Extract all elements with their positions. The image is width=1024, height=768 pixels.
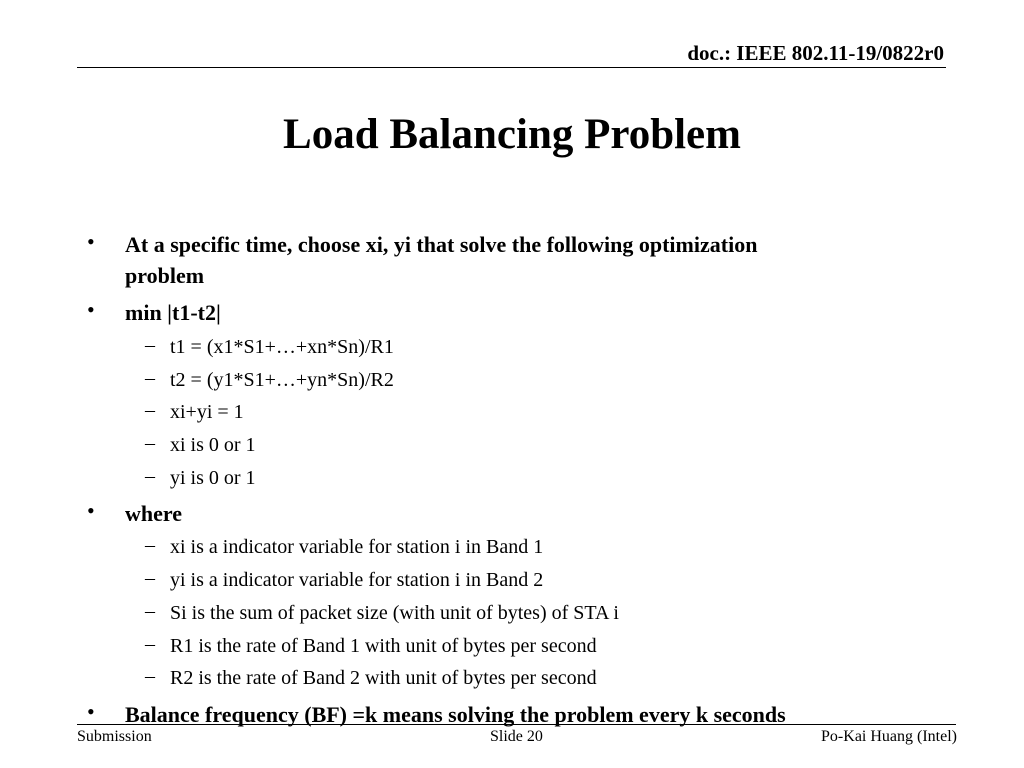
footer-submission: Submission <box>77 728 152 745</box>
bullet-text: where <box>125 501 183 526</box>
bullet-text: At a specific time, choose xi, yi that solve the following optimization <box>125 232 758 257</box>
sub-bullet-marker: – <box>145 534 155 556</box>
footer-divider <box>77 724 956 725</box>
sub-bullet-marker: – <box>145 334 155 356</box>
bullet-marker: • <box>87 498 95 523</box>
sub-bullet-text: t2 = (y1*S1+…+yn*Sn)/R2 <box>170 369 394 391</box>
sub-bullet-text: xi is a indicator variable for station i in Band 1 <box>170 536 544 558</box>
sub-bullet-text: R1 is the rate of Band 1 with unit of bytes per second <box>170 635 597 657</box>
sub-bullet-text: Si is the sum of packet size (with unit of bytes) of STA i <box>170 602 619 624</box>
sub-bullet-text: yi is a indicator variable for station i in Band 2 <box>170 569 544 591</box>
sub-bullet-marker: – <box>145 567 155 589</box>
bullet-marker: • <box>87 699 95 724</box>
sub-bullet-marker: – <box>145 600 155 622</box>
sub-bullet-marker: – <box>145 665 155 687</box>
document-id: doc.: IEEE 802.11-19/0822r0 <box>687 41 944 65</box>
sub-bullet-text: t1 = (x1*S1+…+xn*Sn)/R1 <box>170 336 394 358</box>
footer-author: Po-Kai Huang (Intel) <box>821 728 957 745</box>
sub-bullet-text: R2 is the rate of Band 2 with unit of bytes per second <box>170 667 597 689</box>
footer-slide-number: Slide 20 <box>490 728 543 745</box>
sub-bullet-marker: – <box>145 367 155 389</box>
bullet-text: problem <box>125 263 205 288</box>
sub-bullet-text: yi is 0 or 1 <box>170 467 256 489</box>
sub-bullet-text: xi+yi = 1 <box>170 401 244 423</box>
sub-bullet-text: xi is 0 or 1 <box>170 434 256 456</box>
slide-title: Load Balancing Problem <box>283 111 741 158</box>
sub-bullet-marker: – <box>145 465 155 487</box>
sub-bullet-marker: – <box>145 432 155 454</box>
sub-bullet-marker: – <box>145 633 155 655</box>
bullet-marker: • <box>87 297 95 322</box>
bullet-text: Balance frequency (BF) =k means solving the problem every k seconds <box>125 702 786 727</box>
sub-bullet-marker: – <box>145 399 155 421</box>
bullet-text: min |t1-t2| <box>125 300 221 325</box>
header-divider <box>77 67 946 68</box>
bullet-marker: • <box>87 229 95 254</box>
